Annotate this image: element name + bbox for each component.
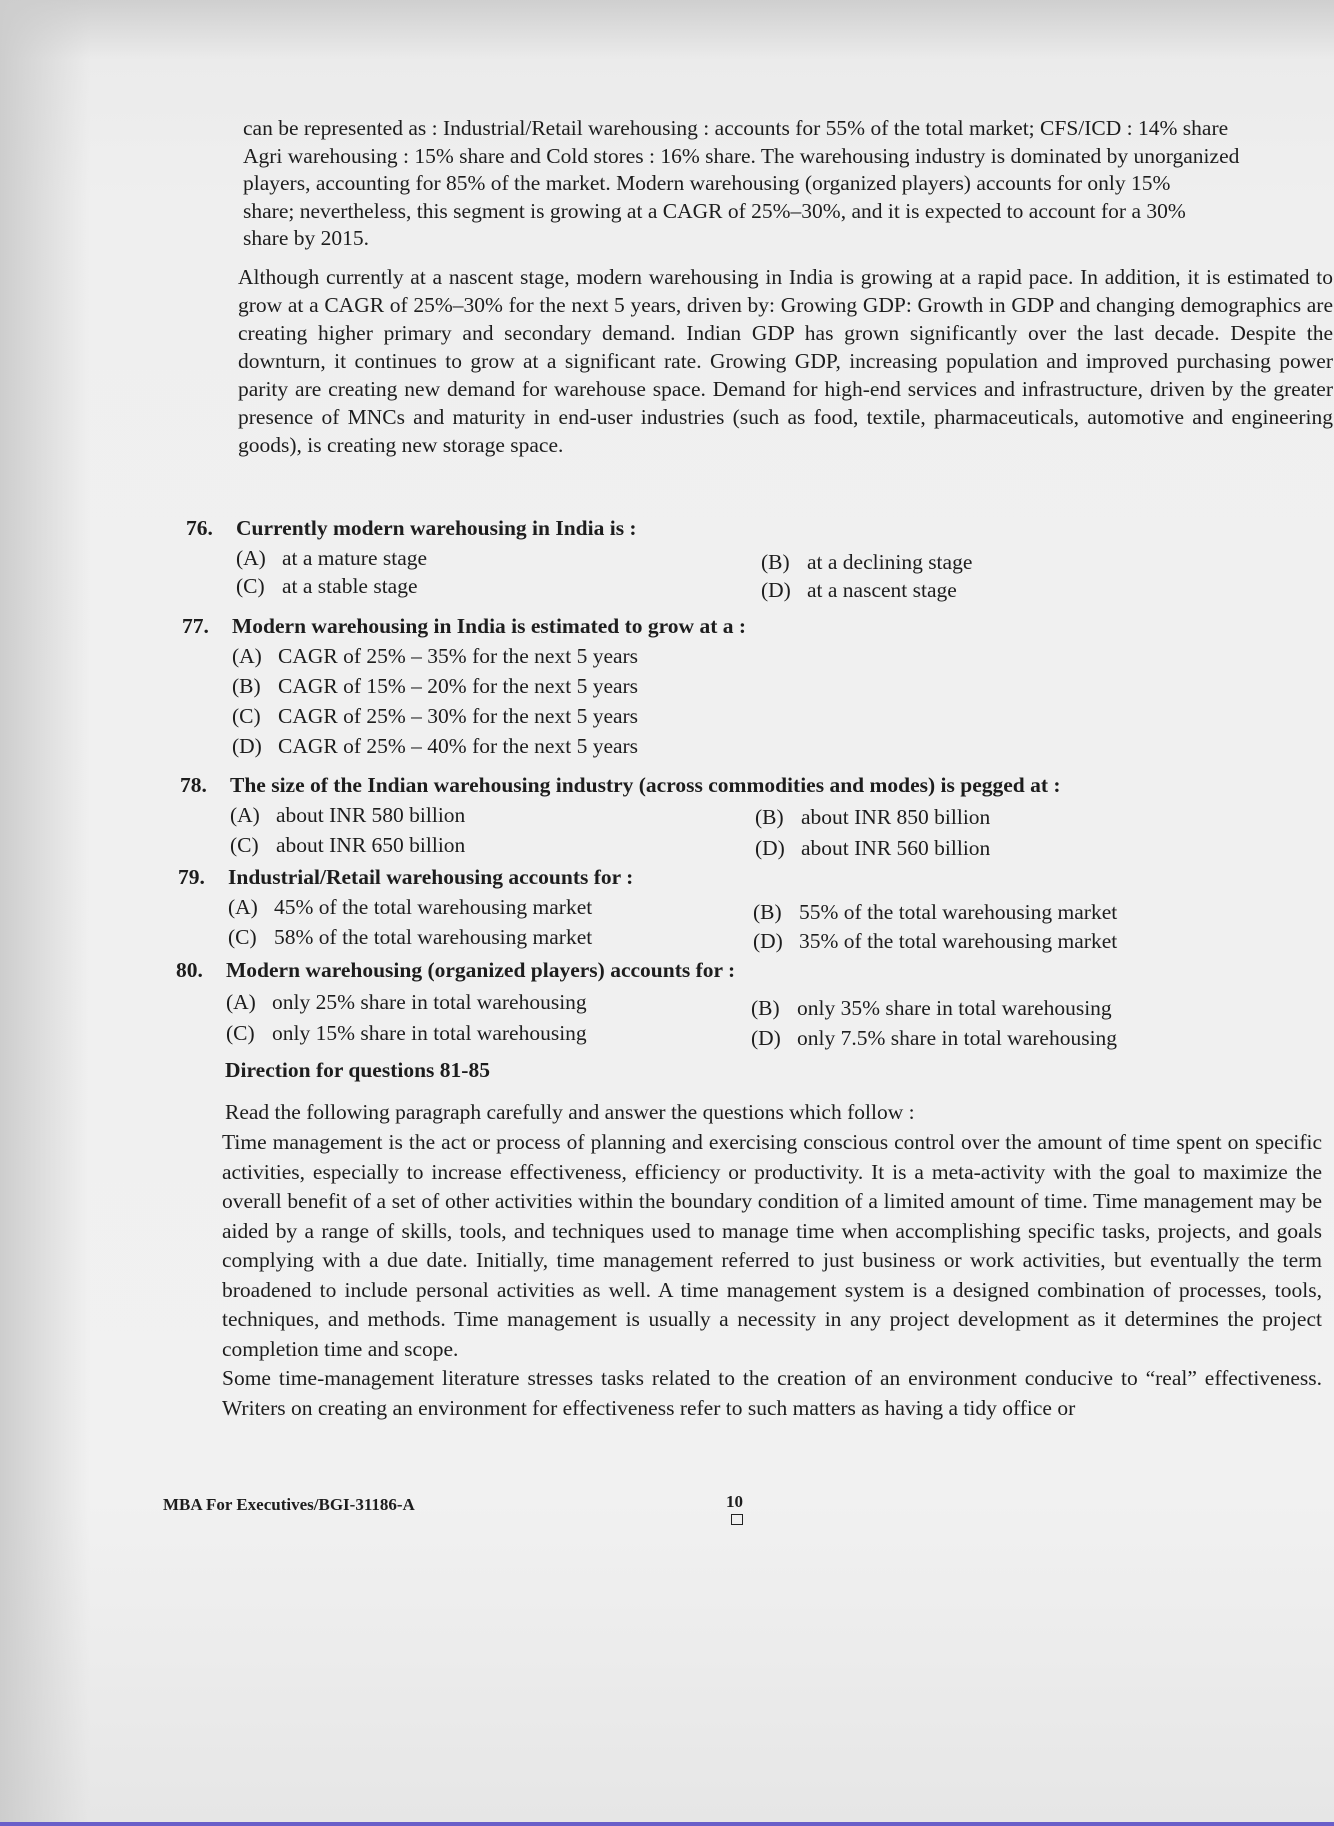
option-b[interactable] bbox=[753, 897, 1117, 927]
option-text: about INR 850 billion bbox=[801, 805, 991, 829]
passage-1-line-2: Agri warehousing : 15% share and Cold stores : 16% share. The warehousing industry is dominated by unorganized bbox=[243, 143, 1240, 168]
question-number: 76. bbox=[186, 516, 213, 540]
option-label: (B) bbox=[755, 805, 784, 829]
question-number: 79. bbox=[178, 865, 205, 889]
option-label: (A) bbox=[236, 546, 266, 570]
option-a[interactable] bbox=[228, 892, 592, 922]
option-label: (C) bbox=[230, 833, 259, 857]
option-c[interactable] bbox=[226, 1018, 587, 1048]
option-label: (A) bbox=[226, 990, 256, 1014]
square-icon bbox=[731, 1514, 743, 1525]
question-stem: Currently modern warehousing in India is : bbox=[236, 516, 637, 540]
passage-1 bbox=[243, 115, 1333, 253]
option-c[interactable] bbox=[230, 830, 465, 860]
option-d[interactable] bbox=[753, 926, 1117, 956]
option-text: only 7.5% share in total warehousing bbox=[797, 1026, 1118, 1050]
option-a[interactable] bbox=[236, 543, 427, 573]
option-label: (C) bbox=[232, 704, 261, 728]
option-text: CAGR of 25% – 40% for the next 5 years bbox=[278, 734, 639, 758]
option-label: (C) bbox=[226, 1021, 255, 1045]
option-label: (D) bbox=[755, 836, 785, 860]
option-d[interactable] bbox=[755, 833, 990, 863]
option-label: (C) bbox=[228, 925, 257, 949]
option-text: at a nascent stage bbox=[807, 578, 957, 602]
option-label: (A) bbox=[232, 644, 262, 668]
passage-1-paragraph-2-text: Although currently at a nascent stage, modern warehousing in India is growing at a rapid pace. In addition, it is estimated to grow at a CAGR of 25%–30% for the next 5 years, driven by: Growing GDP: Growth in GDP and changing demographics are creating higher primary and secondary demand. Indian GDP has grown significantly over the last decade. Despite the downturn, it continues to grow at a significant rate. Growing GDP, increasing population and improved purchasing power parity are creating new demand for warehouse space. Demand for high-end services and infrastructure, driven by the greater presence of MNCs and maturity in end-user industries (such as food, textile, pharmaceuticals, automotive and engineering goods), is creating new storage space. bbox=[238, 265, 1333, 457]
option-c[interactable] bbox=[232, 701, 638, 731]
option-label: (B) bbox=[753, 900, 782, 924]
passage-1-line-4: share; nevertheless, this segment is growing at a CAGR of 25%–30%, and it is expected to account for a 30% bbox=[243, 198, 1186, 223]
option-text: about INR 580 billion bbox=[276, 803, 466, 827]
question-stem: Modern warehousing in India is estimated to grow at a : bbox=[232, 614, 747, 638]
option-label: (D) bbox=[751, 1026, 781, 1050]
option-label: (A) bbox=[228, 895, 258, 919]
option-text: CAGR of 25% – 30% for the next 5 years bbox=[278, 704, 639, 728]
passage-2 bbox=[222, 1128, 1322, 1423]
question-78 bbox=[180, 770, 1290, 860]
option-a[interactable] bbox=[226, 987, 587, 1017]
option-b[interactable] bbox=[755, 802, 990, 832]
option-label: (C) bbox=[236, 574, 265, 598]
passage-1-line-1: can be represented as : Industrial/Retail warehousing : accounts for 55% of the total market; CFS/ICD : 14% share bbox=[243, 116, 1229, 140]
option-d[interactable] bbox=[751, 1023, 1117, 1053]
option-b[interactable] bbox=[751, 993, 1112, 1023]
page-edge bbox=[0, 1822, 1334, 1826]
option-label: (D) bbox=[232, 734, 262, 758]
option-text: 35% of the total warehousing market bbox=[799, 929, 1118, 953]
option-a[interactable] bbox=[232, 641, 638, 671]
option-text: about INR 650 billion bbox=[276, 833, 466, 857]
option-text: at a stable stage bbox=[282, 574, 418, 598]
question-stem: The size of the Indian warehousing industry (across commodities and modes) is pegged at : bbox=[230, 773, 1061, 797]
question-76 bbox=[186, 513, 1286, 603]
question-number: 78. bbox=[180, 773, 207, 797]
option-text: only 35% share in total warehousing bbox=[797, 996, 1112, 1020]
option-text: 55% of the total warehousing market bbox=[799, 900, 1118, 924]
passage-1-line-3: players, accounting for 85% of the market. Modern warehousing (organized players) accounts for only 15% bbox=[243, 171, 1171, 195]
question-79 bbox=[178, 862, 1288, 952]
question-number: 77. bbox=[182, 614, 209, 638]
question-77 bbox=[182, 611, 1282, 761]
option-text: 45% of the total warehousing market bbox=[274, 895, 593, 919]
passage-2-paragraph-1: Time management is the act or process of planning and exercising conscious control over the amount of time spent on specific activities, especially to increase effectiveness, efficiency or productivity. It is a meta-activity with the goal to maximize the overall benefit of a set of other activities within the boundary condition of a limited amount of time. Time management may be aided by a range of skills, tools, and techniques used to manage time when accomplishing specific tasks, projects, and goals complying with a due date. Initially, time management referred to just business or work activities, but eventually the term broadened to include personal activities as well. A time management system is a designed combination of processes, tools, techniques, and methods. Time management is usually a necessity in any project development as it determines the project completion time and scope. bbox=[222, 1130, 1322, 1361]
passage-1-line-5: share by 2015. bbox=[243, 226, 369, 250]
passage-2-paragraph-2: Some time-management literature stresses tasks related to the creation of an environment conducive to “real” effectiveness. Writers on creating an environment for effectiveness refer to such matters as having a tidy office or bbox=[222, 1366, 1322, 1420]
page-number: 10 bbox=[726, 1492, 743, 1511]
option-label: (D) bbox=[761, 578, 791, 602]
question-80 bbox=[176, 955, 1286, 1050]
footer-code: MBA For Executives/BGI-31186-A bbox=[163, 1495, 415, 1514]
direction-heading: Direction for questions 81-85 bbox=[225, 1058, 490, 1082]
option-c[interactable] bbox=[228, 922, 592, 952]
passage-1-paragraph-2 bbox=[238, 263, 1333, 459]
option-b[interactable] bbox=[761, 547, 972, 577]
option-d[interactable] bbox=[232, 731, 638, 761]
option-label: (B) bbox=[761, 550, 790, 574]
direction-instruction: Read the following paragraph carefully and answer the questions which follow : bbox=[225, 1100, 915, 1124]
question-stem: Modern warehousing (organized players) accounts for : bbox=[226, 958, 736, 982]
option-label: (D) bbox=[753, 929, 783, 953]
option-text: only 15% share in total warehousing bbox=[272, 1021, 587, 1045]
option-text: at a declining stage bbox=[807, 550, 973, 574]
option-label: (B) bbox=[751, 996, 780, 1020]
option-text: 58% of the total warehousing market bbox=[274, 925, 593, 949]
option-text: CAGR of 15% – 20% for the next 5 years bbox=[278, 674, 639, 698]
option-c[interactable] bbox=[236, 571, 418, 601]
option-text: CAGR of 25% – 35% for the next 5 years bbox=[278, 644, 639, 668]
question-stem: Industrial/Retail warehousing accounts for : bbox=[228, 865, 634, 889]
option-label: (A) bbox=[230, 803, 260, 827]
option-d[interactable] bbox=[761, 575, 957, 605]
question-number: 80. bbox=[176, 958, 203, 982]
option-b[interactable] bbox=[232, 671, 638, 701]
option-label: (B) bbox=[232, 674, 261, 698]
option-a[interactable] bbox=[230, 800, 465, 830]
option-text: about INR 560 billion bbox=[801, 836, 991, 860]
option-text: at a mature stage bbox=[282, 546, 428, 570]
option-text: only 25% share in total warehousing bbox=[272, 990, 587, 1014]
